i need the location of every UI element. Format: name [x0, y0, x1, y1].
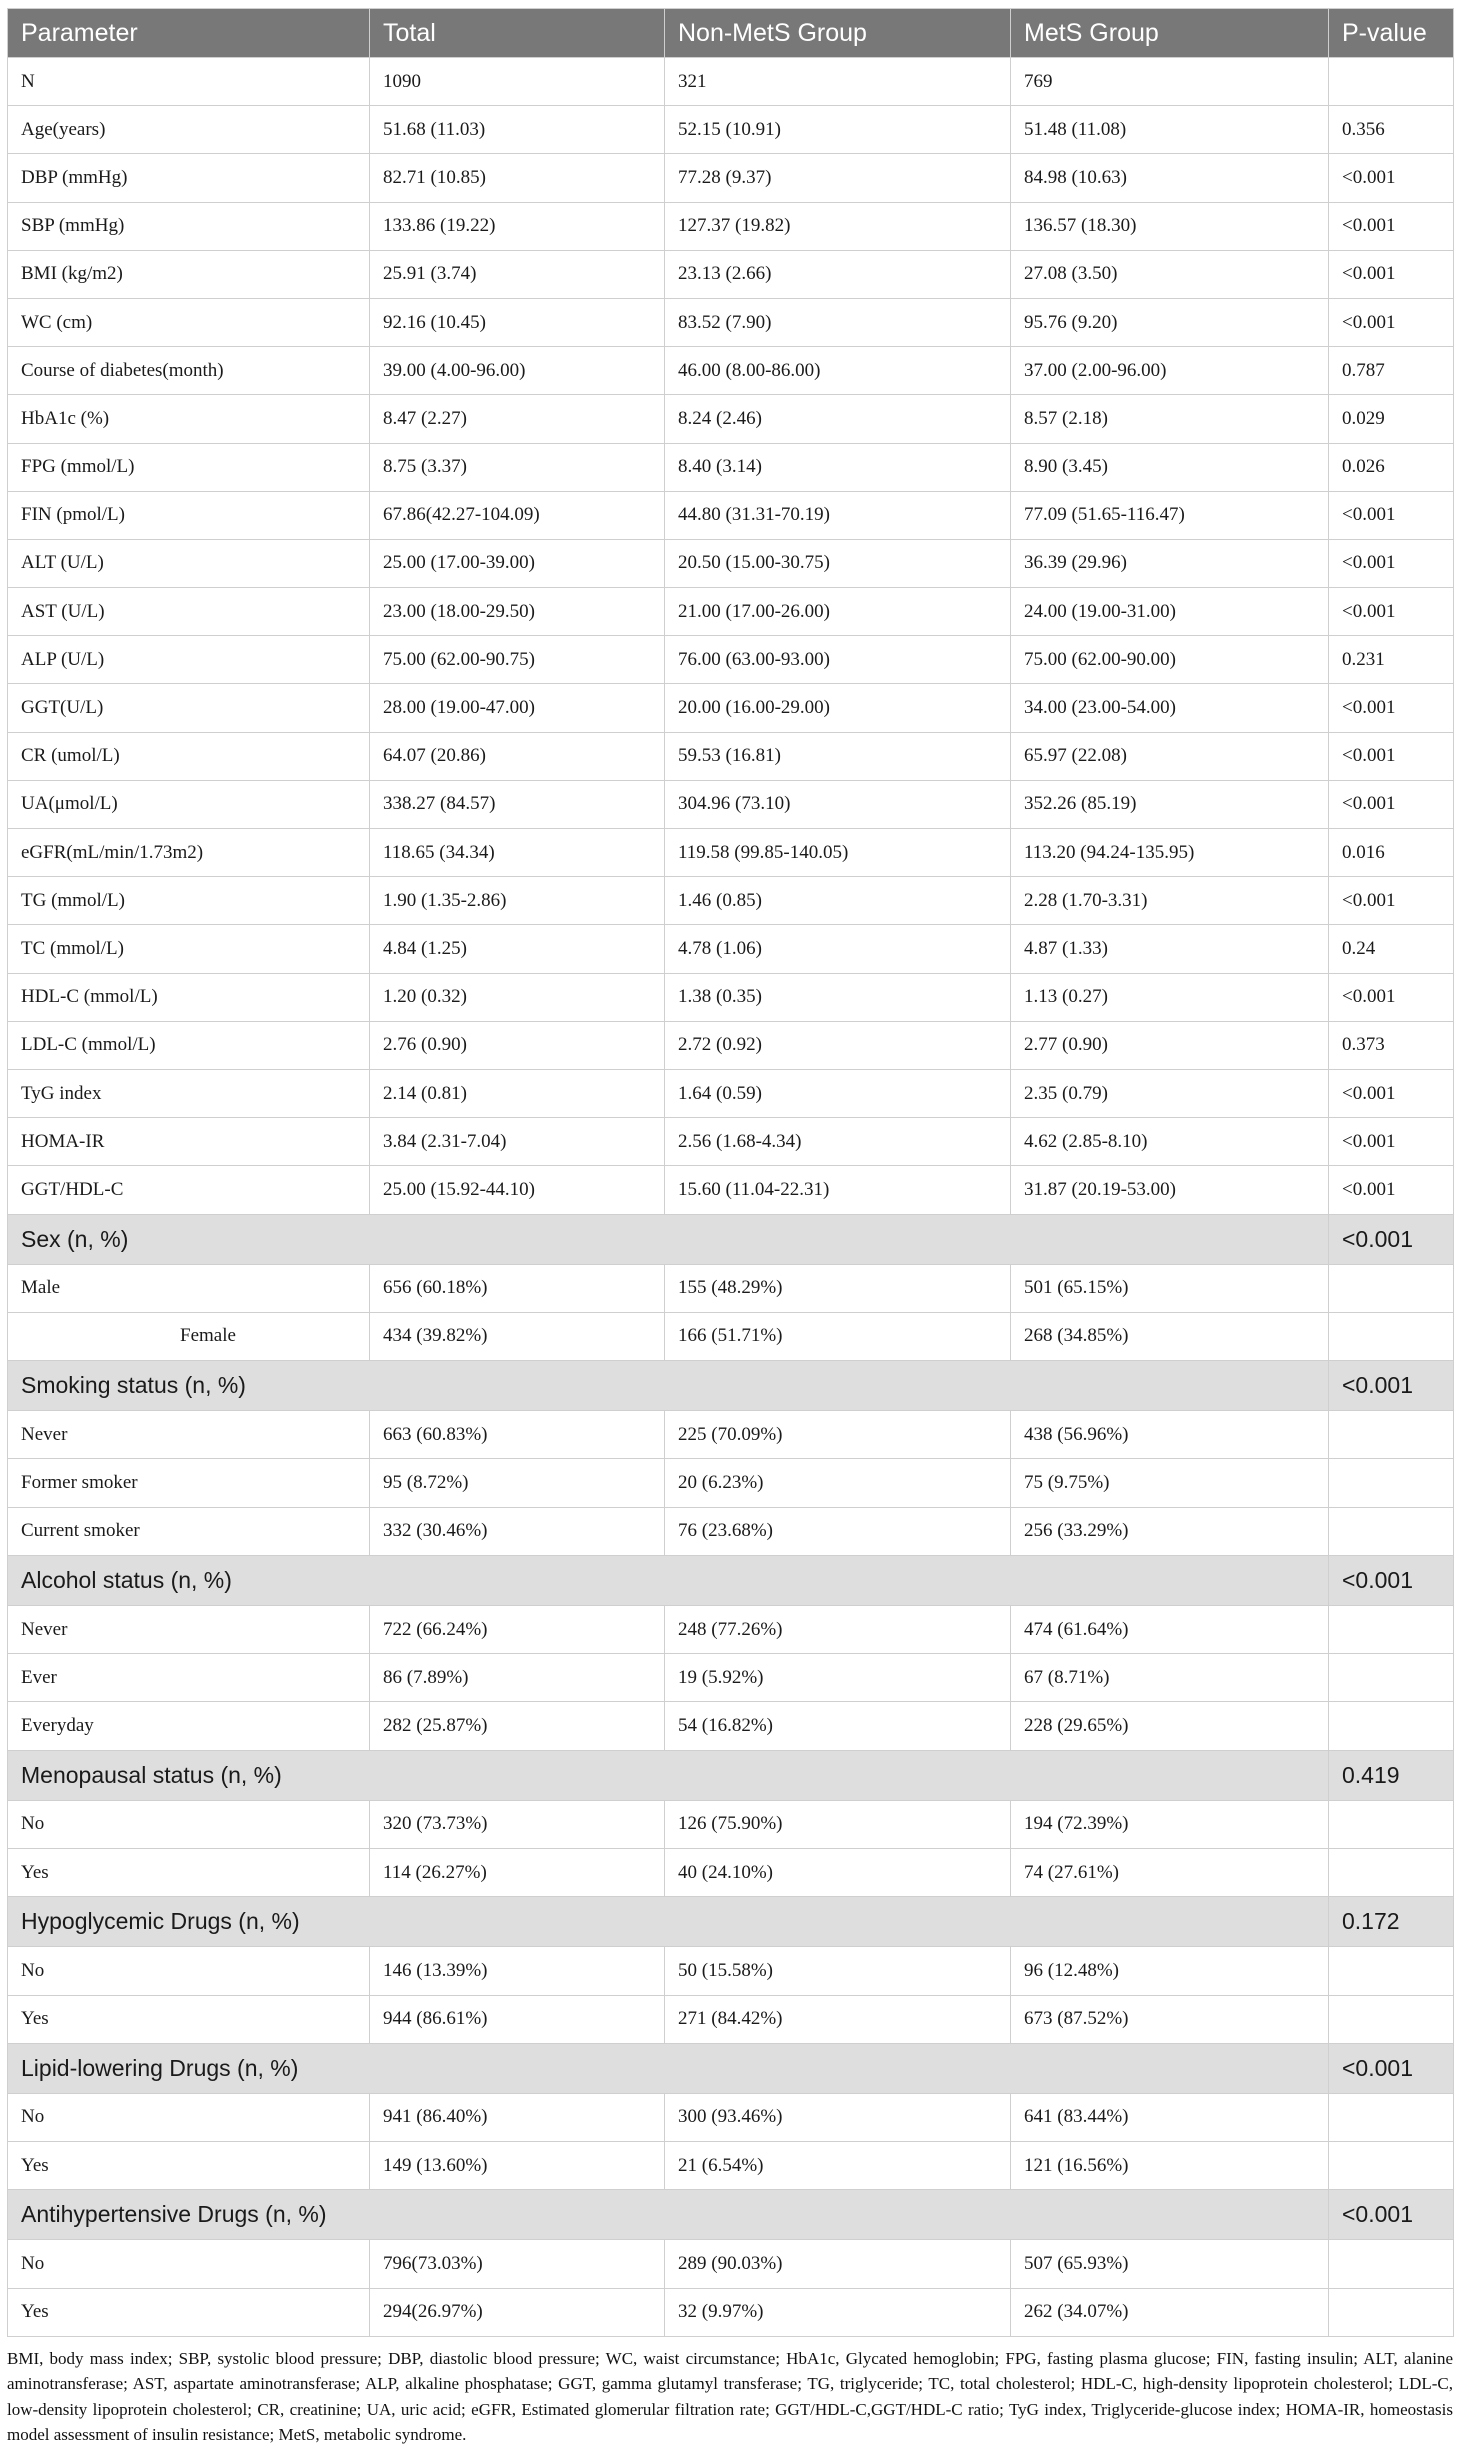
total-cell: 944 (86.61%)	[370, 1995, 665, 2043]
p-value-cell	[1329, 1800, 1454, 1848]
parameter-cell: UA(μmol/L)	[8, 780, 370, 828]
parameter-cell: DBP (mmHg)	[8, 154, 370, 202]
mets-cell: 95.76 (9.20)	[1011, 298, 1329, 346]
mets-cell: 501 (65.15%)	[1011, 1264, 1329, 1312]
parameter-cell: CR (umol/L)	[8, 732, 370, 780]
total-cell: 25.00 (15.92-44.10)	[370, 1166, 665, 1214]
total-cell: 663 (60.83%)	[370, 1411, 665, 1459]
table-row	[8, 2240, 1454, 2288]
p-value-cell: <0.001	[1329, 877, 1454, 925]
non-mets-cell: 248 (77.26%)	[665, 1606, 1011, 1654]
table-footnote: BMI, body mass index; SBP, systolic blood pressure; DBP, diastolic blood pressure; WC, waist circumstance; HbA1c, Glycated hemoglobin; FPG, fasting plasma glucose; FIN, fasting insulin; ALT, alanine aminotransferase; AST, aspartate aminotransferase; ALP, alkaline phosphatase; GGT, gamma glutamyl transferase; TG, triglyceride; TC, total cholesterol; HDL-C, high-density lipoprotein cholesterol; LDL-C, low-density lipoprotein cholesterol; CR, creatinine; UA, uric acid; eGFR, Estimated glomerular filtration rate; GGT/HDL-C,GGT/HDL-C ratio; TyG index, Triglyceride-glucose index; HOMA-IR, homeostasis model assessment of insulin resistance; MetS, metabolic syndrome.	[7, 2348, 1453, 2445]
total-cell: 434 (39.82%)	[370, 1312, 665, 1360]
parameter-cell: GGT/HDL-C	[8, 1166, 370, 1214]
non-mets-cell: 304.96 (73.10)	[665, 780, 1011, 828]
table-row	[8, 443, 1454, 491]
table-row	[8, 1507, 1454, 1555]
total-cell: 722 (66.24%)	[370, 1606, 665, 1654]
table-row	[8, 1069, 1454, 1117]
mets-cell: 438 (56.96%)	[1011, 1411, 1329, 1459]
section-label: Lipid-lowering Drugs (n, %)	[8, 2043, 1329, 2093]
p-value-cell: <0.001	[1329, 154, 1454, 202]
non-mets-cell: 19 (5.92%)	[665, 1654, 1011, 1702]
p-value-cell	[1329, 1264, 1454, 1312]
p-value-cell	[1329, 1312, 1454, 1360]
p-value-cell	[1329, 1995, 1454, 2043]
non-mets-cell: 127.37 (19.82)	[665, 202, 1011, 250]
table-row	[8, 1118, 1454, 1166]
p-value-cell	[1329, 2288, 1454, 2336]
mets-cell: 113.20 (94.24-135.95)	[1011, 829, 1329, 877]
p-value-cell: <0.001	[1329, 780, 1454, 828]
mets-cell: 31.87 (20.19-53.00)	[1011, 1166, 1329, 1214]
p-value-cell: <0.001	[1329, 1118, 1454, 1166]
parameter-cell: BMI (kg/m2)	[8, 250, 370, 298]
table-row	[8, 1947, 1454, 1995]
total-cell: 149 (13.60%)	[370, 2142, 665, 2190]
table-row	[8, 877, 1454, 925]
total-cell: 75.00 (62.00-90.75)	[370, 636, 665, 684]
section-p-value: <0.001	[1329, 2190, 1454, 2240]
table-row	[8, 1021, 1454, 1069]
total-cell: 95 (8.72%)	[370, 1459, 665, 1507]
total-cell: 796(73.03%)	[370, 2240, 665, 2288]
section-label: Alcohol status (n, %)	[8, 1555, 1329, 1605]
p-value-cell	[1329, 1459, 1454, 1507]
p-value-cell	[1329, 2093, 1454, 2141]
parameter-cell: Everyday	[8, 1702, 370, 1750]
p-value-cell	[1329, 1411, 1454, 1459]
total-cell: 86 (7.89%)	[370, 1654, 665, 1702]
header-mets-group: MetS Group	[1011, 9, 1329, 58]
parameter-cell: FPG (mmol/L)	[8, 443, 370, 491]
total-cell: 25.91 (3.74)	[370, 250, 665, 298]
header-parameter: Parameter	[8, 9, 370, 58]
parameter-cell: FIN (pmol/L)	[8, 491, 370, 539]
total-cell: 146 (13.39%)	[370, 1947, 665, 1995]
total-cell: 338.27 (84.57)	[370, 780, 665, 828]
non-mets-cell: 289 (90.03%)	[665, 2240, 1011, 2288]
mets-cell: 67 (8.71%)	[1011, 1654, 1329, 1702]
non-mets-cell: 1.46 (0.85)	[665, 877, 1011, 925]
p-value-cell: 0.231	[1329, 636, 1454, 684]
parameter-cell: WC (cm)	[8, 298, 370, 346]
total-cell: 1090	[370, 58, 665, 106]
parameter-cell: N	[8, 58, 370, 106]
parameter-cell: No	[8, 2093, 370, 2141]
total-cell: 656 (60.18%)	[370, 1264, 665, 1312]
table-row	[8, 1654, 1454, 1702]
total-cell: 25.00 (17.00-39.00)	[370, 539, 665, 587]
total-cell: 282 (25.87%)	[370, 1702, 665, 1750]
section-row	[8, 1361, 1454, 1411]
table-row	[8, 684, 1454, 732]
p-value-cell: <0.001	[1329, 1166, 1454, 1214]
mets-cell: 51.48 (11.08)	[1011, 106, 1329, 154]
total-cell: 114 (26.27%)	[370, 1848, 665, 1896]
mets-cell: 1.13 (0.27)	[1011, 973, 1329, 1021]
p-value-cell: <0.001	[1329, 202, 1454, 250]
non-mets-cell: 119.58 (99.85-140.05)	[665, 829, 1011, 877]
parameter-cell: HDL-C (mmol/L)	[8, 973, 370, 1021]
table-row	[8, 1459, 1454, 1507]
table-row	[8, 2142, 1454, 2190]
table-row	[8, 1702, 1454, 1750]
table-row	[8, 1166, 1454, 1214]
table-row	[8, 1264, 1454, 1312]
mets-cell: 256 (33.29%)	[1011, 1507, 1329, 1555]
mets-cell: 34.00 (23.00-54.00)	[1011, 684, 1329, 732]
total-cell: 332 (30.46%)	[370, 1507, 665, 1555]
table-row	[8, 58, 1454, 106]
mets-cell: 96 (12.48%)	[1011, 1947, 1329, 1995]
section-p-value: 0.172	[1329, 1897, 1454, 1947]
non-mets-cell: 271 (84.42%)	[665, 1995, 1011, 2043]
mets-cell: 75.00 (62.00-90.00)	[1011, 636, 1329, 684]
total-cell: 3.84 (2.31-7.04)	[370, 1118, 665, 1166]
non-mets-cell: 23.13 (2.66)	[665, 250, 1011, 298]
section-p-value: <0.001	[1329, 2043, 1454, 2093]
section-row	[8, 1750, 1454, 1800]
parameter-cell: Former smoker	[8, 1459, 370, 1507]
header-non-mets-group: Non-MetS Group	[665, 9, 1011, 58]
non-mets-cell: 4.78 (1.06)	[665, 925, 1011, 973]
section-p-value: <0.001	[1329, 1361, 1454, 1411]
non-mets-cell: 8.24 (2.46)	[665, 395, 1011, 443]
non-mets-cell: 20 (6.23%)	[665, 1459, 1011, 1507]
p-value-cell: <0.001	[1329, 732, 1454, 780]
mets-cell: 2.35 (0.79)	[1011, 1069, 1329, 1117]
parameter-cell: Yes	[8, 1848, 370, 1896]
table-row	[8, 780, 1454, 828]
mets-cell: 136.57 (18.30)	[1011, 202, 1329, 250]
table-row	[8, 1800, 1454, 1848]
table-row	[8, 395, 1454, 443]
p-value-cell: 0.24	[1329, 925, 1454, 973]
total-cell: 118.65 (34.34)	[370, 829, 665, 877]
table-row	[8, 1995, 1454, 2043]
section-p-value: <0.001	[1329, 1555, 1454, 1605]
non-mets-cell: 46.00 (8.00-86.00)	[665, 347, 1011, 395]
non-mets-cell: 21.00 (17.00-26.00)	[665, 588, 1011, 636]
parameter-cell: Never	[8, 1411, 370, 1459]
total-cell: 28.00 (19.00-47.00)	[370, 684, 665, 732]
p-value-cell: 0.787	[1329, 347, 1454, 395]
non-mets-cell: 225 (70.09%)	[665, 1411, 1011, 1459]
parameter-cell: GGT(U/L)	[8, 684, 370, 732]
p-value-cell	[1329, 1848, 1454, 1896]
section-row	[8, 1897, 1454, 1947]
non-mets-cell: 321	[665, 58, 1011, 106]
parameter-cell: ALT (U/L)	[8, 539, 370, 587]
total-cell: 1.20 (0.32)	[370, 973, 665, 1021]
p-value-cell	[1329, 1947, 1454, 1995]
header-row	[8, 9, 1454, 58]
total-cell: 67.86(42.27-104.09)	[370, 491, 665, 539]
mets-cell: 8.57 (2.18)	[1011, 395, 1329, 443]
section-p-value: 0.419	[1329, 1750, 1454, 1800]
total-cell: 2.14 (0.81)	[370, 1069, 665, 1117]
mets-cell: 2.28 (1.70-3.31)	[1011, 877, 1329, 925]
non-mets-cell: 166 (51.71%)	[665, 1312, 1011, 1360]
mets-cell: 641 (83.44%)	[1011, 2093, 1329, 2141]
parameter-cell: HbA1c (%)	[8, 395, 370, 443]
mets-cell: 4.87 (1.33)	[1011, 925, 1329, 973]
mets-cell: 36.39 (29.96)	[1011, 539, 1329, 587]
total-cell: 294(26.97%)	[370, 2288, 665, 2336]
mets-cell: 65.97 (22.08)	[1011, 732, 1329, 780]
mets-cell: 121 (16.56%)	[1011, 2142, 1329, 2190]
parameter-cell: Never	[8, 1606, 370, 1654]
non-mets-cell: 32 (9.97%)	[665, 2288, 1011, 2336]
table-row	[8, 829, 1454, 877]
p-value-cell: <0.001	[1329, 491, 1454, 539]
baseline-characteristics-table	[7, 8, 1454, 2337]
mets-cell: 268 (34.85%)	[1011, 1312, 1329, 1360]
mets-cell: 228 (29.65%)	[1011, 1702, 1329, 1750]
mets-cell: 2.77 (0.90)	[1011, 1021, 1329, 1069]
table-row	[8, 1848, 1454, 1896]
p-value-cell: <0.001	[1329, 973, 1454, 1021]
mets-cell: 352.26 (85.19)	[1011, 780, 1329, 828]
p-value-cell	[1329, 1606, 1454, 1654]
non-mets-cell: 52.15 (10.91)	[665, 106, 1011, 154]
parameter-cell: Yes	[8, 2142, 370, 2190]
non-mets-cell: 126 (75.90%)	[665, 1800, 1011, 1848]
total-cell: 64.07 (20.86)	[370, 732, 665, 780]
section-p-value: <0.001	[1329, 1214, 1454, 1264]
parameter-cell: No	[8, 2240, 370, 2288]
section-label: Menopausal status (n, %)	[8, 1750, 1329, 1800]
non-mets-cell: 300 (93.46%)	[665, 2093, 1011, 2141]
non-mets-cell: 15.60 (11.04-22.31)	[665, 1166, 1011, 1214]
mets-cell: 474 (61.64%)	[1011, 1606, 1329, 1654]
non-mets-cell: 44.80 (31.31-70.19)	[665, 491, 1011, 539]
non-mets-cell: 155 (48.29%)	[665, 1264, 1011, 1312]
non-mets-cell: 2.72 (0.92)	[665, 1021, 1011, 1069]
parameter-cell: No	[8, 1800, 370, 1848]
header-p-value: P-value	[1329, 9, 1454, 58]
non-mets-cell: 20.00 (16.00-29.00)	[665, 684, 1011, 732]
p-value-cell: <0.001	[1329, 588, 1454, 636]
non-mets-cell: 40 (24.10%)	[665, 1848, 1011, 1896]
total-cell: 941 (86.40%)	[370, 2093, 665, 2141]
non-mets-cell: 1.64 (0.59)	[665, 1069, 1011, 1117]
parameter-cell: Course of diabetes(month)	[8, 347, 370, 395]
parameter-cell: TG (mmol/L)	[8, 877, 370, 925]
table-row	[8, 1411, 1454, 1459]
non-mets-cell: 54 (16.82%)	[665, 1702, 1011, 1750]
p-value-cell	[1329, 1507, 1454, 1555]
parameter-cell: LDL-C (mmol/L)	[8, 1021, 370, 1069]
table-container	[7, 8, 1453, 2448]
total-cell: 92.16 (10.45)	[370, 298, 665, 346]
total-cell: 1.90 (1.35-2.86)	[370, 877, 665, 925]
section-row	[8, 1214, 1454, 1264]
section-label: Sex (n, %)	[8, 1214, 1329, 1264]
mets-cell: 27.08 (3.50)	[1011, 250, 1329, 298]
table-row	[8, 154, 1454, 202]
mets-cell: 507 (65.93%)	[1011, 2240, 1329, 2288]
parameter-cell: Male	[8, 1264, 370, 1312]
p-value-cell: 0.356	[1329, 106, 1454, 154]
mets-cell: 769	[1011, 58, 1329, 106]
table-body	[8, 58, 1454, 2337]
p-value-cell: 0.373	[1329, 1021, 1454, 1069]
total-cell: 82.71 (10.85)	[370, 154, 665, 202]
parameter-cell: eGFR(mL/min/1.73m2)	[8, 829, 370, 877]
table-row	[8, 347, 1454, 395]
table-row	[8, 250, 1454, 298]
mets-cell: 84.98 (10.63)	[1011, 154, 1329, 202]
non-mets-cell: 50 (15.58%)	[665, 1947, 1011, 1995]
parameter-cell: TC (mmol/L)	[8, 925, 370, 973]
p-value-cell	[1329, 2142, 1454, 2190]
non-mets-cell: 83.52 (7.90)	[665, 298, 1011, 346]
section-row	[8, 2190, 1454, 2240]
parameter-cell: Ever	[8, 1654, 370, 1702]
total-cell: 8.47 (2.27)	[370, 395, 665, 443]
table-row	[8, 2288, 1454, 2336]
parameter-cell: Age(years)	[8, 106, 370, 154]
p-value-cell	[1329, 58, 1454, 106]
p-value-cell: 0.016	[1329, 829, 1454, 877]
p-value-cell: <0.001	[1329, 298, 1454, 346]
table-row	[8, 491, 1454, 539]
mets-cell: 74 (27.61%)	[1011, 1848, 1329, 1896]
mets-cell: 37.00 (2.00-96.00)	[1011, 347, 1329, 395]
table-row	[8, 925, 1454, 973]
section-row	[8, 1555, 1454, 1605]
table-row	[8, 636, 1454, 684]
p-value-cell: <0.001	[1329, 539, 1454, 587]
table-row	[8, 588, 1454, 636]
parameter-cell: Yes	[8, 1995, 370, 2043]
mets-cell: 262 (34.07%)	[1011, 2288, 1329, 2336]
section-label: Antihypertensive Drugs (n, %)	[8, 2190, 1329, 2240]
p-value-cell	[1329, 1654, 1454, 1702]
non-mets-cell: 21 (6.54%)	[665, 2142, 1011, 2190]
non-mets-cell: 59.53 (16.81)	[665, 732, 1011, 780]
table-row	[8, 973, 1454, 1021]
total-cell: 4.84 (1.25)	[370, 925, 665, 973]
parameter-cell: TyG index	[8, 1069, 370, 1117]
p-value-cell	[1329, 1702, 1454, 1750]
parameter-cell: HOMA-IR	[8, 1118, 370, 1166]
mets-cell: 673 (87.52%)	[1011, 1995, 1329, 2043]
parameter-cell: AST (U/L)	[8, 588, 370, 636]
total-cell: 51.68 (11.03)	[370, 106, 665, 154]
mets-cell: 77.09 (51.65-116.47)	[1011, 491, 1329, 539]
non-mets-cell: 77.28 (9.37)	[665, 154, 1011, 202]
section-label: Smoking status (n, %)	[8, 1361, 1329, 1411]
total-cell: 320 (73.73%)	[370, 1800, 665, 1848]
p-value-cell: 0.026	[1329, 443, 1454, 491]
parameter-cell: Current smoker	[8, 1507, 370, 1555]
p-value-cell: <0.001	[1329, 250, 1454, 298]
header-total: Total	[370, 9, 665, 58]
non-mets-cell: 20.50 (15.00-30.75)	[665, 539, 1011, 587]
non-mets-cell: 8.40 (3.14)	[665, 443, 1011, 491]
table-row	[8, 1312, 1454, 1360]
p-value-cell: <0.001	[1329, 1069, 1454, 1117]
table-row	[8, 1606, 1454, 1654]
total-cell: 39.00 (4.00-96.00)	[370, 347, 665, 395]
p-value-cell: <0.001	[1329, 684, 1454, 732]
total-cell: 2.76 (0.90)	[370, 1021, 665, 1069]
p-value-cell: 0.029	[1329, 395, 1454, 443]
non-mets-cell: 76.00 (63.00-93.00)	[665, 636, 1011, 684]
table-row	[8, 2093, 1454, 2141]
total-cell: 133.86 (19.22)	[370, 202, 665, 250]
mets-cell: 194 (72.39%)	[1011, 1800, 1329, 1848]
section-label: Hypoglycemic Drugs (n, %)	[8, 1897, 1329, 1947]
mets-cell: 24.00 (19.00-31.00)	[1011, 588, 1329, 636]
non-mets-cell: 1.38 (0.35)	[665, 973, 1011, 1021]
table-row	[8, 539, 1454, 587]
non-mets-cell: 2.56 (1.68-4.34)	[665, 1118, 1011, 1166]
mets-cell: 4.62 (2.85-8.10)	[1011, 1118, 1329, 1166]
p-value-cell	[1329, 2240, 1454, 2288]
total-cell: 23.00 (18.00-29.50)	[370, 588, 665, 636]
table-row	[8, 298, 1454, 346]
parameter-cell: ALP (U/L)	[8, 636, 370, 684]
parameter-cell: Yes	[8, 2288, 370, 2336]
parameter-cell: SBP (mmHg)	[8, 202, 370, 250]
parameter-cell: No	[8, 1947, 370, 1995]
total-cell: 8.75 (3.37)	[370, 443, 665, 491]
mets-cell: 75 (9.75%)	[1011, 1459, 1329, 1507]
table-row	[8, 202, 1454, 250]
parameter-cell: Female	[8, 1312, 370, 1360]
section-row	[8, 2043, 1454, 2093]
mets-cell: 8.90 (3.45)	[1011, 443, 1329, 491]
non-mets-cell: 76 (23.68%)	[665, 1507, 1011, 1555]
table-row	[8, 106, 1454, 154]
table-row	[8, 732, 1454, 780]
